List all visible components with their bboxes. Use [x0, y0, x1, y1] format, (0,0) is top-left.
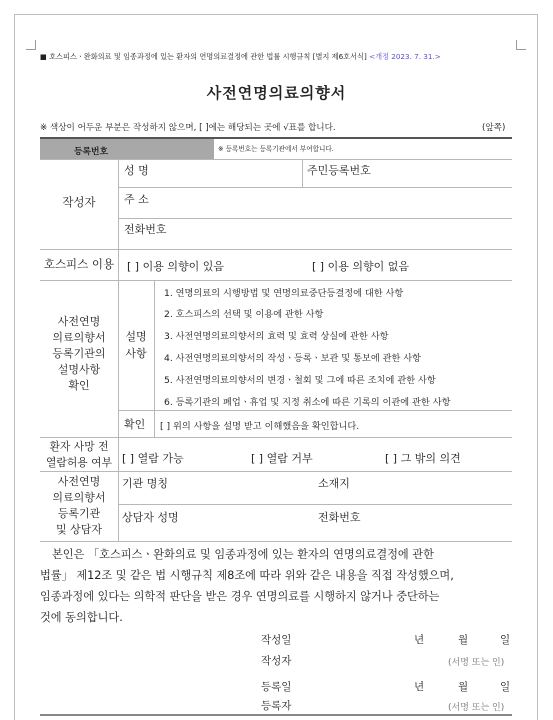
registration-label: 등록번호: [74, 147, 108, 157]
author-section-label: 작성자: [62, 195, 96, 209]
hospice-section-label: 호스피스 이용: [43, 257, 115, 271]
viewing-allow-checkbox[interactable]: [ ] 열람 가능: [122, 452, 184, 465]
margin-corner-mark: [26, 40, 36, 50]
explanation-item: 3. 사전연명의료의향서의 효력 및 효력 상실에 관한 사항: [164, 331, 389, 342]
instruction-note: ※ 색상이 어두운 부분은 작성하지 않으며, [ ]에는 해당되는 곳에 √표를 합니다.: [40, 123, 336, 133]
registrar-seal[interactable]: (서명 또는 인): [448, 703, 505, 713]
margin-corner-mark: [516, 40, 526, 50]
registrar-label: 등록자: [261, 700, 292, 712]
explanation-item: 1. 연명의료의 시행방법 및 연명의료중단등결정에 대한 사항: [164, 288, 404, 299]
law-reference: ■ 호스피스ㆍ완화의료 및 임종과정에 있는 환자의 연명의료결정에 관한 법률 시행규칙 [별지 제6호서식]: [40, 52, 367, 61]
counselor-name-field[interactable]: 상담자 성명: [122, 511, 179, 524]
explanation-sub-label: 설명 사항: [125, 330, 147, 360]
explanation-section-label: 사전연명 의료의향서 등록기관의 설명사항 확인: [52, 315, 106, 392]
institution-section-label: 사전연명 의료의향서 등록기관 및 상담자: [52, 475, 106, 536]
author-name-field[interactable]: 성 명: [124, 164, 149, 177]
hospice-no-checkbox[interactable]: [ ] 이용 의향이 없음: [312, 260, 409, 273]
registration-shaded-cell: [40, 139, 214, 159]
explanation-item: 4. 사전연명의료의향서의 작성ㆍ등록ㆍ보관 및 통보에 관한 사항: [164, 353, 422, 364]
written-day[interactable]: 일: [500, 634, 511, 646]
registered-day[interactable]: 일: [500, 681, 511, 693]
institution-location-field[interactable]: 소재지: [318, 477, 350, 490]
registered-date-label: 등록일: [261, 681, 292, 693]
author-phone-field[interactable]: 전화번호: [124, 223, 167, 236]
written-month[interactable]: 월: [458, 634, 469, 646]
author-address-field[interactable]: 주 소: [124, 193, 149, 206]
written-year[interactable]: 년: [414, 634, 425, 646]
institution-name-field[interactable]: 기관 명칭: [122, 477, 169, 490]
viewing-section-label: 환자 사망 전 열람허용 여부: [45, 440, 112, 469]
explanation-item: 5. 사전연명의료의향서의 변경ㆍ철회 및 그에 따른 조치에 관한 사항: [164, 375, 436, 386]
explanation-item: 6. 등록기관의 폐업ㆍ휴업 및 지정 취소에 따른 기록의 이관에 관한 사항: [164, 397, 451, 408]
author-rrn-field[interactable]: 주민등록번호: [307, 164, 371, 177]
writer-seal[interactable]: (서명 또는 인): [448, 658, 505, 668]
revision-date: <개정 2023. 7. 31.>: [369, 52, 441, 61]
hospice-yes-checkbox[interactable]: [ ] 이용 의향이 있음: [127, 260, 224, 273]
written-date-label: 작성일: [261, 634, 292, 646]
page-side-label: (앞쪽): [482, 123, 506, 133]
form-header: [40, 52, 441, 62]
registered-year[interactable]: 년: [414, 681, 425, 693]
registration-note: ※ 등록번호는 등록기관에서 부여합니다.: [218, 145, 334, 153]
viewing-deny-checkbox[interactable]: [ ] 열람 거부: [251, 452, 313, 465]
confirm-label: 확인: [124, 418, 146, 431]
registered-month[interactable]: 월: [458, 681, 469, 693]
explanation-item: 2. 호스피스의 선택 및 이용에 관한 사항: [164, 309, 324, 320]
page-title: 사전연명의료의향서: [206, 84, 347, 102]
confirm-checkbox[interactable]: [ ] 위의 사항을 설명 받고 이해했음을 확인합니다.: [160, 421, 360, 432]
consent-statement: 본인은 「호스피스ㆍ완화의료 및 임종과정에 있는 환자의 연명의료결정에 관한 법률」 제12조 및 같은 법 시행규칙 제8조에 따라 위와 같은 내용을 직접 작성했으며, 임종과정에 있다는 의학적 판단을 받은 경우 연명의료를 시행하지 않거나 중단하는 것에 동의합니다.: [40, 548, 454, 624]
table-bottom-rule: [40, 714, 512, 716]
writer-label: 작성자: [261, 655, 292, 667]
viewing-other-checkbox[interactable]: [ ] 그 밖의 의견: [385, 452, 461, 465]
counselor-phone-field[interactable]: 전화번호: [318, 511, 361, 524]
